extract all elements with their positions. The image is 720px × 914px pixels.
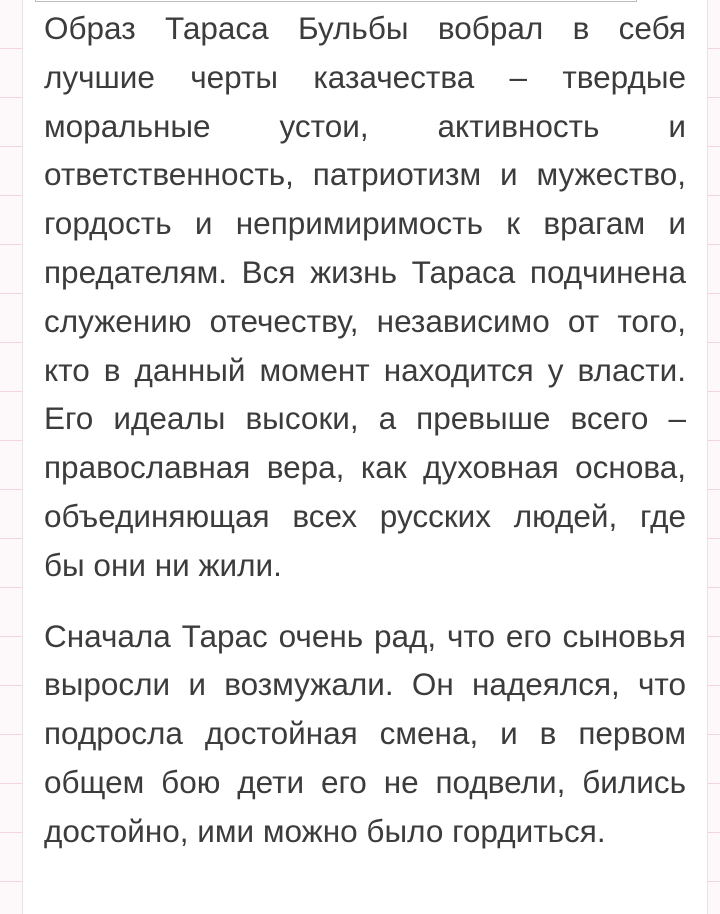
text-line: подросла достойная смена, и в первом [44,715,686,752]
text-line: служению отечеству, независимо от того, [44,302,686,339]
paragraph-2 [44,612,686,856]
text-line: лучшие черты казачества – твердые [44,58,686,95]
text-line: гордость и непримиримость к врагам и [44,205,686,242]
text-line: моральные устои, активность и [44,107,686,144]
text-line: кто в данный момент находится у власти. [44,351,686,388]
text-line: объединяющая всех русских людей, где [44,497,686,534]
article-text [44,4,686,878]
text-line: православная вера, как духовная основа, [44,449,686,486]
text-line: Его идеалы высоки, а превыше всего – [44,400,686,437]
paragraph-1 [44,4,686,590]
text-line: предателям. Вся жизнь Тараса подчинена [44,253,686,290]
text-line: Образ Тараса Бульбы вобрал в себя [44,10,686,46]
text-line: Сначала Тарас очень рад, что его сыновья [44,617,686,654]
text-line: ответственность, патриотизм и мужество, [44,156,686,193]
text-line: общем бою дети его не подвели, бились [44,763,686,800]
text-line: выросли и возмужали. Он надеялся, что [44,666,686,703]
top-input-edge [35,0,637,2]
text-card [22,0,708,914]
text-line: бы они ни жили. [44,546,282,583]
text-line: достойно, ими можно было гордиться. [44,812,606,849]
